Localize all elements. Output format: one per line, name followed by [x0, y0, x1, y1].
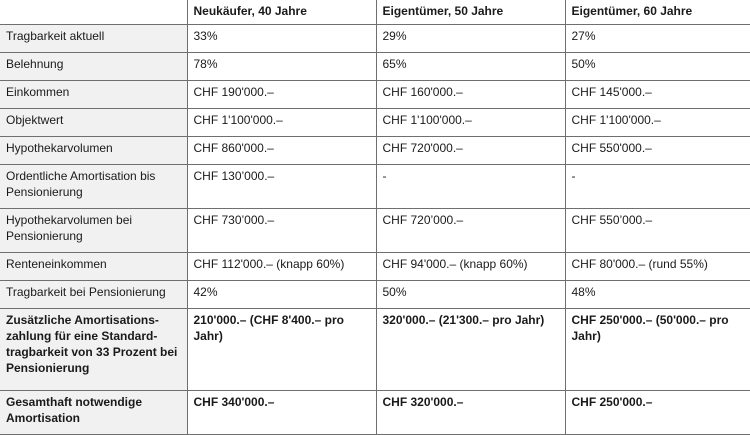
table-cell: 50%: [565, 53, 750, 81]
row-label: Belehnung: [0, 53, 187, 81]
table-cell: CHF 94'000.– (knapp 60%): [376, 253, 565, 281]
row-label: Hypothekarvolumen: [0, 137, 187, 165]
table-cell: 27%: [565, 25, 750, 53]
row-label: Einkommen: [0, 81, 187, 109]
table-cell: 210'000.– (CHF 8'400.– pro Jahr): [187, 309, 376, 391]
header-row: [0, 0, 750, 25]
table-cell: CHF 160'000.–: [376, 81, 565, 109]
table-cell: 320'000.– (21'300.– pro Jahr): [376, 309, 565, 391]
header-corner: [0, 0, 187, 25]
table-cell: 42%: [187, 281, 376, 309]
table-cell: CHF 190'000.–: [187, 81, 376, 109]
table-cell: CHF 730’000.–: [187, 209, 376, 253]
table-cell: 48%: [565, 281, 750, 309]
table-cell: CHF 550’000.–: [565, 209, 750, 253]
table-cell: CHF 1'100'000.–: [565, 109, 750, 137]
table-row: [0, 53, 750, 81]
table-row: [0, 81, 750, 109]
table-cell: 29%: [376, 25, 565, 53]
column-header: Neukäufer, 40 Jahre: [187, 0, 376, 25]
table-cell: CHF 860'000.–: [187, 137, 376, 165]
column-header: Eigentümer, 50 Jahre: [376, 0, 565, 25]
table-cell: 50%: [376, 281, 565, 309]
table-row: [0, 25, 750, 53]
table-cell: CHF 250'000.– (50'000.– pro Jahr): [565, 309, 750, 391]
table-row: [0, 309, 750, 391]
table-cell: CHF 1'100'000.–: [187, 109, 376, 137]
table-cell: CHF 250'000.–: [565, 391, 750, 435]
table-row: [0, 281, 750, 309]
table-row: [0, 165, 750, 209]
table-cell: 33%: [187, 25, 376, 53]
table-cell: 65%: [376, 53, 565, 81]
row-label: Gesamthaft notwendige Amortisation: [0, 391, 187, 435]
row-label: Tragbarkeit bei Pensionierung: [0, 281, 187, 309]
table-cell: CHF 130’000.–: [187, 165, 376, 209]
table-cell: CHF 720'000.–: [376, 137, 565, 165]
row-label: Tragbarkeit aktuell: [0, 25, 187, 53]
table-cell: CHF 145'000.–: [565, 81, 750, 109]
row-label: Ordentliche Amortisation bis Pensionierung: [0, 165, 187, 209]
table-row: [0, 209, 750, 253]
row-label: Hypothekarvolumen bei Pensionierung: [0, 209, 187, 253]
table-cell: CHF 112'000.– (knapp 60%): [187, 253, 376, 281]
table-cell: CHF 550'000.–: [565, 137, 750, 165]
row-label: Zusätzliche Amortisations-zahlung für eine Standard-tragbarkeit von 33 Prozent bei Pensionierung: [0, 309, 187, 391]
table-row: [0, 253, 750, 281]
table-cell: -: [565, 165, 750, 209]
table-cell: 78%: [187, 53, 376, 81]
table-cell: -: [376, 165, 565, 209]
table-row: [0, 391, 750, 435]
table-row: [0, 137, 750, 165]
table-cell: CHF 320'000.–: [376, 391, 565, 435]
column-header: Eigentümer, 60 Jahre: [565, 0, 750, 25]
table-cell: CHF 1'100'000.–: [376, 109, 565, 137]
table-cell: CHF 80'000.– (rund 55%): [565, 253, 750, 281]
table-cell: CHF 340'000.–: [187, 391, 376, 435]
table-row: [0, 109, 750, 137]
row-label: Renteneinkommen: [0, 253, 187, 281]
row-label: Objektwert: [0, 109, 187, 137]
table-cell: CHF 720’000.–: [376, 209, 565, 253]
